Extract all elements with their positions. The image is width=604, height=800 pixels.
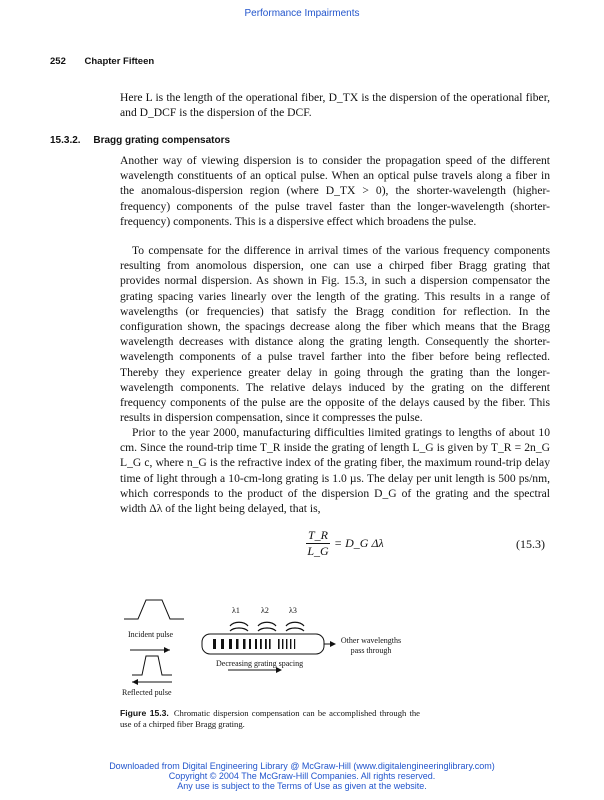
equation [306,528,384,559]
equation-rhs: = D_G Δλ [334,536,384,550]
grating-lines [213,639,295,649]
paragraph-3: Prior to the year 2000, manufacturing difficulties limited gratings to lengths of about 10 cm. Since the round-trip time T_R inside the grating of length L_G is given by T_R = 2n_G L_G c, where n_G is the refractive index of the grating fiber, the maximum round-trip delay time of light through a 10-cm-long grating is 1.0 µs. The delay per unit length is 500 ps/nm, which corresponds to the product of the dispersion D_G of the grating and the spectral width Δλ of the light being delayed, that is, [120,426,550,516]
lambda-1-label: λ1 [232,606,240,615]
paragraph-2: To compensate for the difference in arrival times of the various frequency components resulting from anomolous dispersion, one can use a chirped fiber Bragg grating that provides normal dispersion. As shown in Fig. 15.3, in such a dispersion compensator the grating spacing varies linearly over the length of the grating. This results in a range of wavelengths (or frequencies) that satisfy the Bragg condition for reflection. In the configuration shown, the spacings decrease along the fiber which means that the Bragg wavelength decreases with distance along the grating length. Consequently the shorter-wavelength components of a pulse travel farther into the fiber before being reflected. Thereby they experience greater delay in going through the grating than the longer-wavelength components. The relative delays induced by the grating on the different frequency components of the pulse are the opposite of the delays caused by the fiber. This results in dispersion compensation, since it compresses the pulse. [120,244,550,425]
footer-terms-link[interactable]: Any use is subject to the Terms of Use as given at the website. [177,781,427,791]
intro-paragraph: Here L is the length of the operational fiber, D_TX is the dispersion of the operational fiber, and D_DCF is the dispersion of the DCF. [120,91,550,120]
chapter-title: Chapter Fifteen [84,56,155,67]
equation-numerator: T_R [308,528,329,542]
section-title: Bragg grating compensators [93,135,231,146]
equation-denominator: L_G [307,544,329,558]
fiber-outline [202,634,324,654]
other-wavelengths-label: Other wavelengths pass through [340,636,402,655]
reflected-pulse-shape [132,656,172,675]
equation-fraction [306,528,330,559]
lambda-3-label: λ3 [289,606,297,615]
footer-download-link[interactable]: Downloaded from Digital Engineering Library @ McGraw-Hill (www.digitalengineeringlibrary.com) [109,761,495,771]
footer [0,761,604,791]
reflected-pulse-label: Reflected pulse [122,688,172,697]
equation-number: (15.3) [516,537,545,551]
figure-caption-text: Chromatic dispersion compensation can be accomplished through the use of a chirped fiber Bragg grating. [120,708,420,729]
lambda-2-label: λ2 [261,606,269,615]
reflection-loops [230,622,304,631]
footer-copyright[interactable]: Copyright © 2004 The McGraw-Hill Companies. All rights reserved. [168,771,436,781]
incident-pulse-shape [124,600,184,619]
page-heading [50,56,170,67]
figure-caption [120,708,420,730]
page-number: 252 [50,56,66,67]
reflected-arrowhead [132,679,138,685]
incident-pulse-label: Incident pulse [128,630,174,639]
incident-arrowhead [164,647,170,653]
section-heading [50,135,240,146]
figure-caption-label: Figure 15.3. [120,708,169,718]
section-number: 15.3.2. [50,135,81,146]
figure-15-3 [110,590,440,705]
running-header[interactable]: Performance Impairments [244,8,360,19]
paragraph-1: Another way of viewing dispersion is to consider the propagation speed of the different wavelength constituents of an optical pulse. When an optical pulse travels along a fiber in the anomalous-dispersion region (where D_TX > 0), the shorter-wavelength (higher-frequency) components of the pulse travel faster than the longer-wavelength (shorter-frequency) components. This is a dispersive effect which broadens the pulse. [120,154,550,228]
grating-spacing-label: Decreasing grating spacing [216,659,304,668]
